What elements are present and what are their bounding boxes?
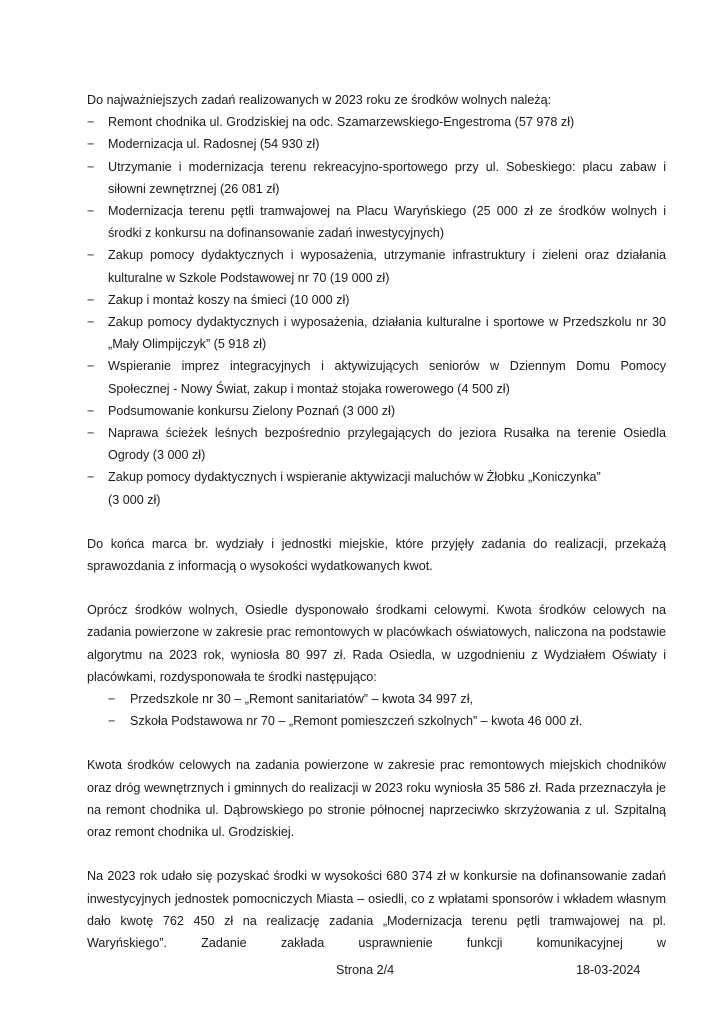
task-list bbox=[87, 111, 666, 511]
list-item: − Modernizacja terenu pętli tramwajowej na Placu Waryńskiego (25 000 zł ze środków wolnych i środki z konkursu na dofinansowanie zadań inwestycyjnych) bbox=[87, 200, 666, 244]
footer-date: 18-03-2024 bbox=[576, 963, 641, 977]
list-item: − Zakup pomocy dydaktycznych i wyposażenia, utrzymanie infrastruktury i zieleni oraz działania kulturalne w Szkole Podstawowej nr 70 (19 000 zł) bbox=[87, 244, 666, 288]
list-item: − Utrzymanie i modernizacja terenu rekreacyjno-sportowego przy ul. Sobeskiego: placu zabaw i siłowni zewnętrznej (26 081 zł) bbox=[87, 156, 666, 200]
list-item: − Przedszkole nr 30 – „Remont sanitariatów” – kwota 34 997 zł, bbox=[87, 688, 666, 710]
list-item: − Zakup i montaż koszy na śmieci (10 000 zł) bbox=[87, 289, 666, 311]
list-item: − Zakup pomocy dydaktycznych i wyposażenia, działania kulturalne i sportowe w Przedszkolu nr 30 „Mały Olimpijczyk” (5 918 zł) bbox=[87, 311, 666, 355]
section-intro: Do najważniejszych zadań realizowanych w 2023 roku ze środków wolnych należą: bbox=[87, 93, 552, 107]
paragraph-targeted-funds: Oprócz środków wolnych, Osiedle dysponowało środkami celowymi. Kwota środków celowych na zadania powierzone w zakresie prac remontowych w placówkach oświatowych, naliczona na podstawie algorytmu na 2023 rok, wyniosła 80 997 zł. Rada Osiedla, w uzgodnieniu z Wydziałem Oświaty i placówkami, rozdysponowała te środki następująco: bbox=[87, 603, 666, 684]
paragraph-sidewalks: Kwota środków celowych na zadania powierzone w zakresie prac remontowych miejskich chodników oraz dróg wewnętrznych i gminnych do realizacji w 2023 roku wyniosła 35 586 zł. Rada przeznaczyła je na remont chodnika ul. Dąbrowskiego po stronie północnej naprzeciwko skrzyżowania z ul. Szpitalną oraz remont chodnika ul. Grodziskiej. bbox=[87, 758, 666, 840]
targeted-funds-list bbox=[87, 688, 666, 732]
list-item-text: Zakup pomocy dydaktycznych i wspieranie aktywizacji maluchów w Żłobku „Koniczynka” bbox=[108, 470, 601, 485]
list-item bbox=[87, 466, 666, 510]
list-item: − Modernizacja ul. Radosnej (54 930 zł) bbox=[87, 133, 666, 155]
list-item: − Szkoła Podstawowa nr 70 – „Remont pomieszczeń szkolnych” – kwota 46 000 zł. bbox=[87, 710, 666, 732]
document-body bbox=[87, 89, 666, 954]
list-item: − Wspieranie imprez integracyjnych i aktywizujących seniorów w Dziennym Domu Pomocy Społecznej - Nowy Świat, zakup i montaż stojaka rowerowego (4 500 zł) bbox=[87, 355, 666, 399]
list-item: − Naprawa ścieżek leśnych bezpośrednio przylegających do jeziora Rusałka na terenie Osiedla Ogrody (3 000 zł) bbox=[87, 422, 666, 466]
list-item: − Podsumowanie konkursu Zielony Poznań (3 000 zł) bbox=[87, 400, 666, 422]
paragraph-contest: Na 2023 rok udało się pozyskać środki w wysokości 680 374 zł w konkursie na dofinansowanie zadań inwestycyjnych jednostek pomocniczych Miasta – osiedli, co z wpłatami sponsorów i wkładem własnym dało kwotę 762 450 zł na realizację zadania „Modernizacja terenu pętli tramwajowej na pl. Waryńskiego”. Zadanie zakłada usprawnienie funkcji komunikacyjnej w bbox=[87, 869, 666, 950]
paragraph-reports: Do końca marca br. wydziały i jednostki miejskie, które przyjęły zadania do realizacji, przekażą sprawozdania z informacją o wysokości wydatkowanych kwot. bbox=[87, 536, 666, 574]
list-item: − Remont chodnika ul. Grodziskiej na odc. Szamarzewskiego-Engestroma (57 978 zł) bbox=[87, 111, 666, 133]
list-item-amount: (3 000 zł) bbox=[108, 492, 161, 507]
page-number: Strona 2/4 bbox=[336, 963, 395, 977]
